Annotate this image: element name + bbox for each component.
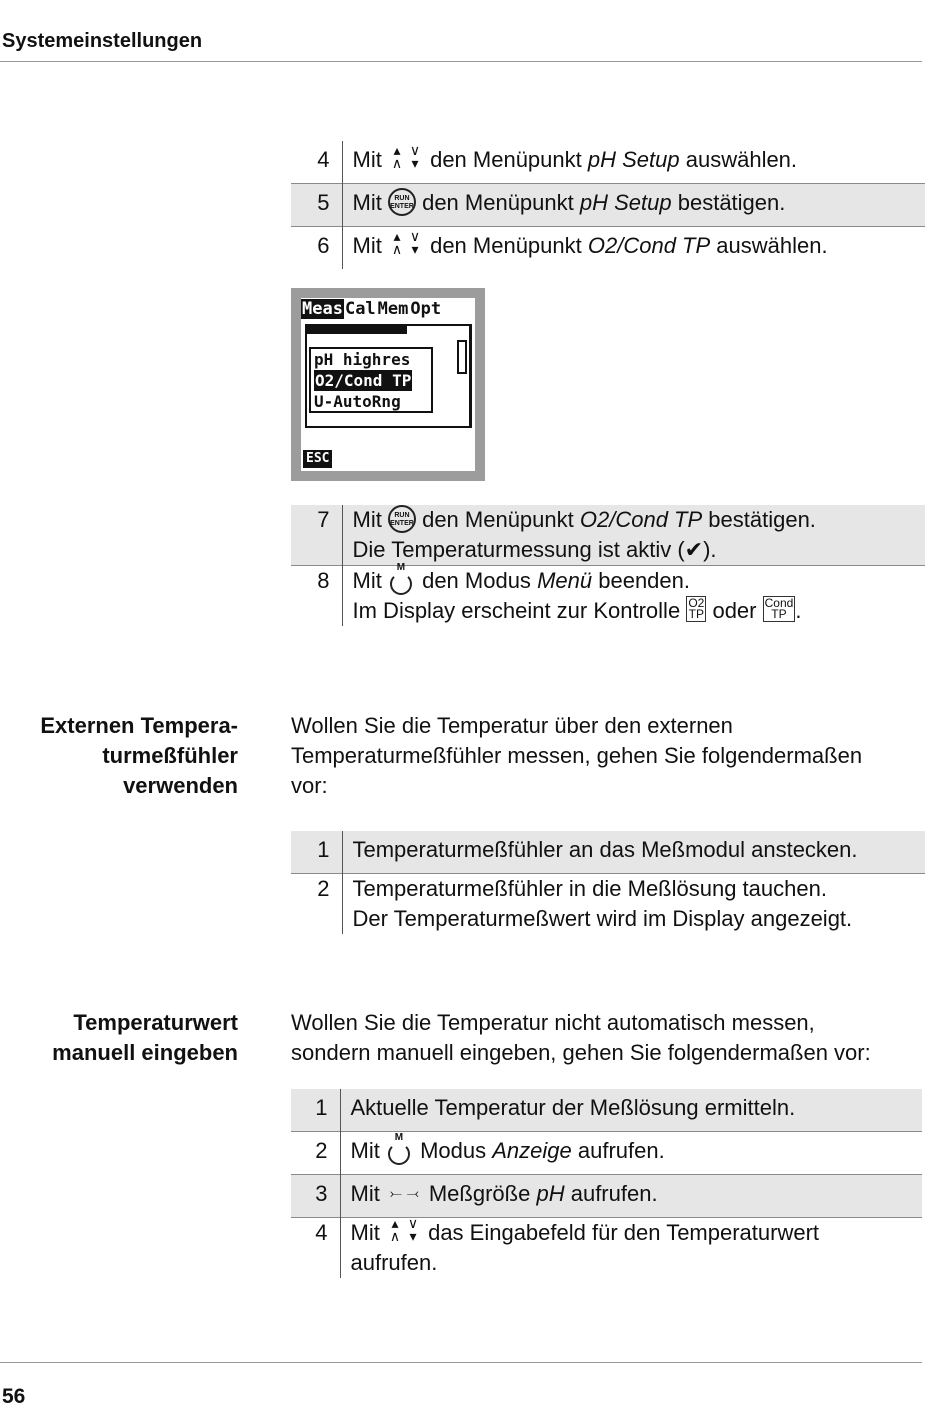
step-row [291, 1132, 922, 1175]
run-enter-key-icon: RUN ENTER [388, 505, 416, 533]
step-number: 1 [291, 1089, 340, 1132]
step-row [291, 141, 925, 184]
step-row [291, 1175, 922, 1218]
step-row [291, 566, 925, 627]
step-text: Mit ▴ ∧∨ ▾ den Menüpunkt O2/Cond TP auswählen. [342, 227, 925, 270]
step-text: Mit ▴ ∧∨ ▾ den Menüpunkt pH Setup auswählen. [342, 141, 925, 184]
o2-tp-indicator-icon: O2 TP [688, 596, 705, 622]
lcd-item: pH highres [314, 350, 411, 369]
section-intro-manual: Wollen Sie die Temperatur nicht automatisch messen, sondern manuell eingeben, gehen Sie folgendermaßen vor: [291, 1010, 871, 1065]
lcd-scrollbar [457, 340, 467, 374]
step-number: 1 [291, 831, 342, 874]
mode-key-icon: M [388, 564, 416, 594]
lcd-item-selected: O2/Cond TP [315, 371, 412, 390]
page-header-title: Systemeinstellungen [2, 30, 203, 52]
header-rule [0, 61, 922, 62]
step-row [291, 505, 925, 566]
lcd-submenu-frame [305, 324, 472, 428]
steps-table-external [291, 831, 925, 934]
step-number: 7 [291, 505, 342, 566]
step-row [291, 1218, 922, 1279]
lcd-menu-opt: Opt [410, 299, 442, 319]
step-row [291, 184, 925, 227]
left-right-arrows-icon: ⤚ ⤙ [389, 1184, 419, 1203]
step-text: Mit ⤚ ⤙ Meßgröße pH aufrufen. [340, 1175, 922, 1218]
step-text: Mit M den Modus Menü beenden. Im Display erscheint zur Kontrolle O2 TP oder Cond TP . [342, 566, 925, 627]
step-row [291, 227, 925, 270]
down-arrow-icon: ∨ ▾ [409, 143, 421, 173]
step-number: 8 [291, 566, 342, 627]
lcd-menu-cal: Cal [344, 299, 376, 319]
lcd-esc-label: ESC [303, 450, 332, 468]
step-text: Mit RUN ENTER den Menüpunkt pH Setup bestätigen. [342, 184, 925, 227]
page-number: 56 [2, 1385, 26, 1408]
step-number: 4 [291, 1218, 340, 1279]
lcd-screen [301, 298, 475, 471]
down-arrow-icon: ∨ ▾ [409, 229, 421, 259]
lcd-popup-list [309, 347, 433, 413]
step-text: Mit RUN ENTER den Menüpunkt O2/Cond TP bestätigen. Die Temperaturmessung ist aktiv (✔). [342, 505, 925, 566]
down-arrow-icon: ∨ ▾ [407, 1216, 419, 1246]
step-number: 3 [291, 1175, 340, 1218]
run-enter-key-icon: RUN ENTER [388, 188, 416, 216]
footer-rule [0, 1362, 922, 1363]
step-number: 6 [291, 227, 342, 270]
step-number: 5 [291, 184, 342, 227]
lcd-display [291, 288, 485, 481]
lcd-item: U-AutoRng [314, 392, 401, 411]
mode-key-icon: M [386, 1134, 414, 1164]
up-down-arrows-icon: ▴ ∧ [391, 143, 403, 173]
step-row [291, 874, 925, 935]
cond-tp-indicator-icon: Cond TP [764, 596, 794, 622]
lcd-menu-meas: Meas [302, 299, 343, 319]
lcd-menu-bar [301, 298, 442, 320]
section-heading-manual: Temperaturwert manuell eingeben [52, 1010, 238, 1065]
section-heading-external: Externen Tempera- turmeßfühler verwenden [40, 713, 238, 798]
step-number: 2 [291, 1132, 340, 1175]
steps-table-a [291, 141, 925, 269]
lcd-submenu-title [307, 326, 407, 334]
steps-table-b [291, 505, 925, 626]
section-intro-external: Wollen Sie die Temperatur über den externen Temperaturmeßfühler messen, gehen Sie folgendermaßen vor: [291, 713, 863, 798]
step-number: 2 [291, 874, 342, 935]
up-down-arrows-icon: ▴ ∧ [391, 229, 403, 259]
step-text: Aktuelle Temperatur der Meßlösung ermitteln. [340, 1089, 922, 1132]
step-text: Mit M Modus Anzeige aufrufen. [340, 1132, 922, 1175]
up-down-arrows-icon: ▴ ∧ [389, 1216, 401, 1246]
step-row [291, 1089, 922, 1132]
lcd-menu-mem: Mem [377, 299, 409, 319]
step-number: 4 [317, 147, 330, 172]
step-row [291, 831, 925, 874]
step-text: Mit ▴ ∧∨ ▾ das Eingabefeld für den Temperaturwert aufrufen. [340, 1218, 922, 1279]
steps-table-manual [291, 1089, 922, 1278]
step-text: Temperaturmeßfühler in die Meßlösung tauchen. Der Temperaturmeßwert wird im Display angezeigt. [342, 874, 925, 935]
step-text: Temperaturmeßfühler an das Meßmodul anstecken. [342, 831, 925, 874]
